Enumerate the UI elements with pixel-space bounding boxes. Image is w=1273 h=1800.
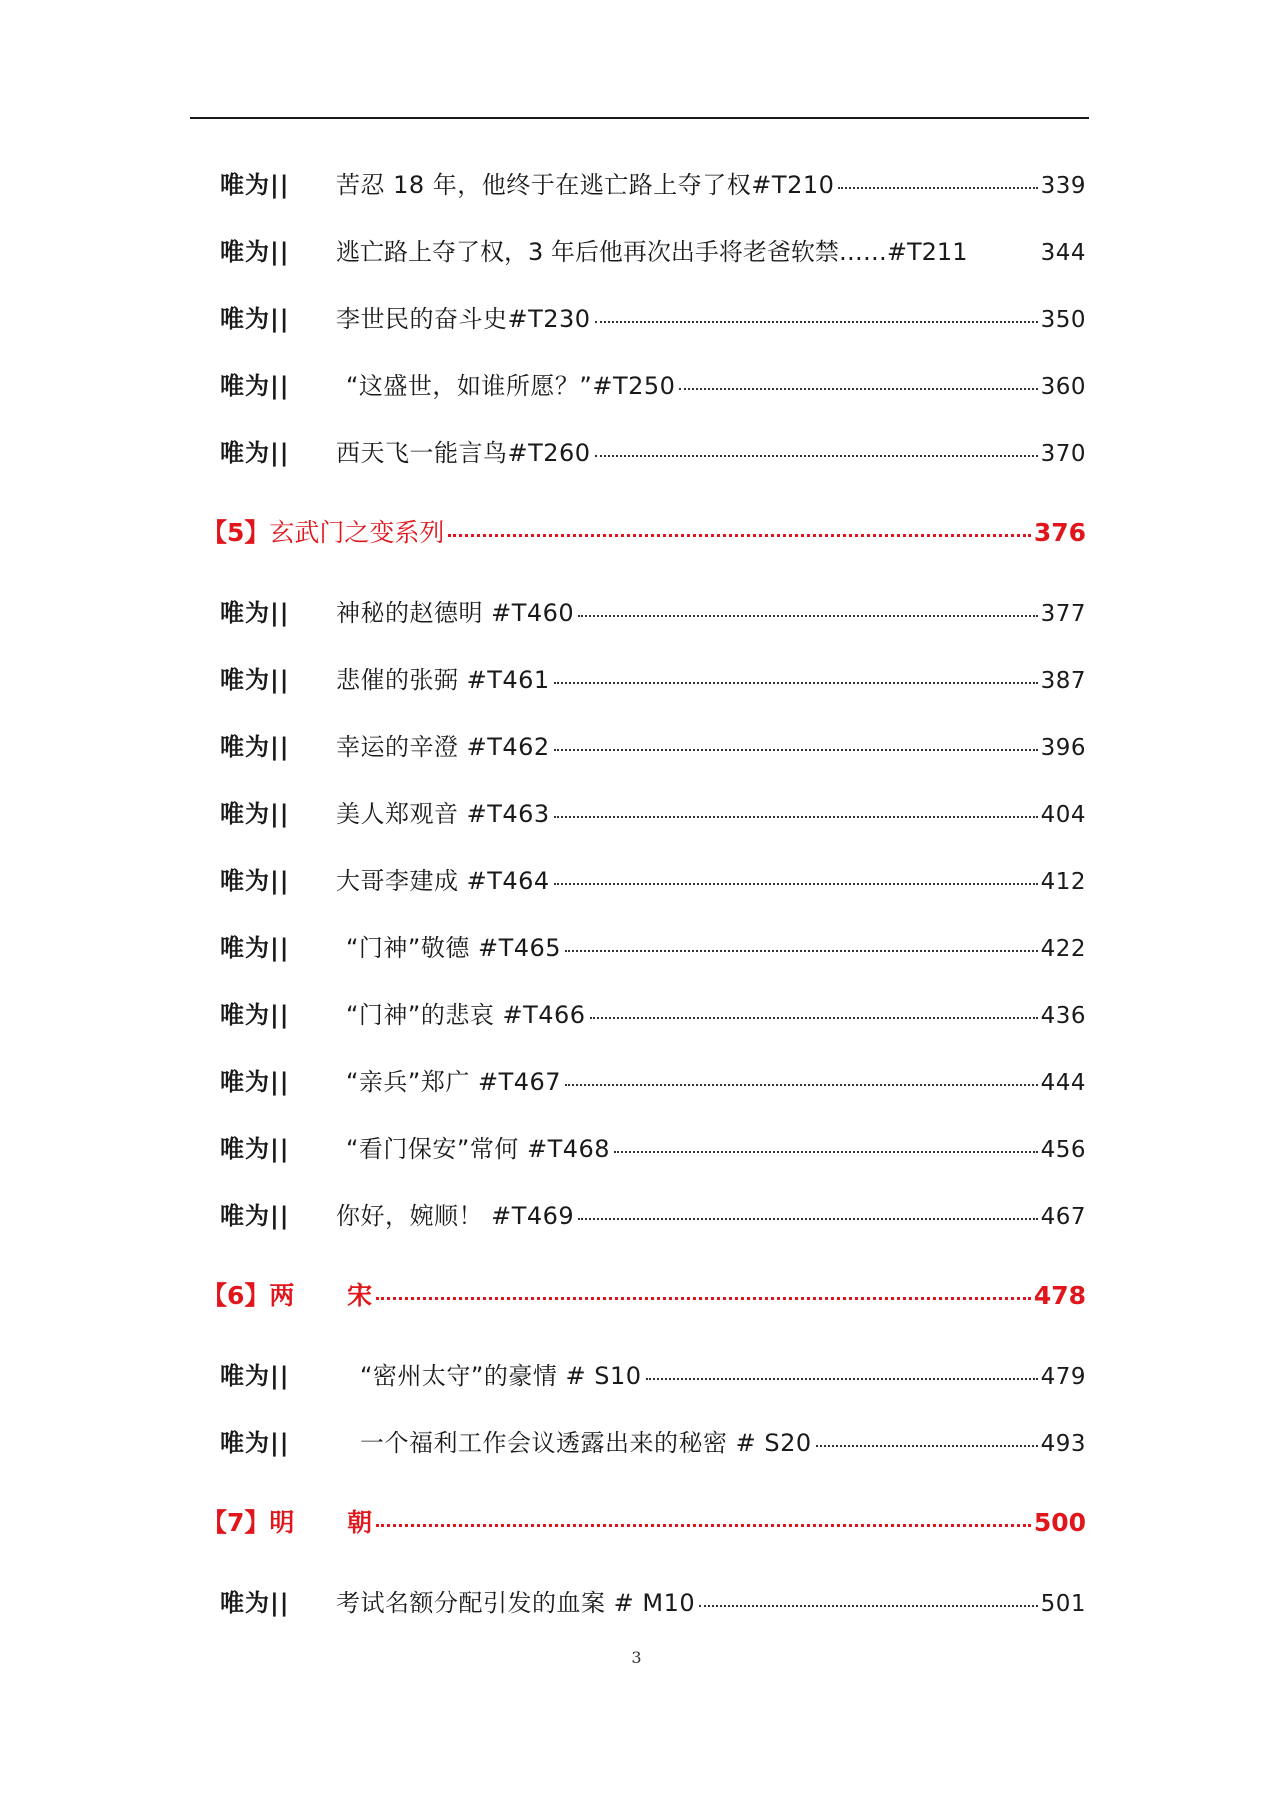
entry-prefix: 唯为|| — [220, 372, 290, 400]
entry-title: 幸运的辛澄 #T462 — [336, 733, 550, 761]
entry-page-number: 456 — [1040, 1137, 1086, 1163]
entry-prefix: 唯为|| — [220, 1135, 290, 1163]
section-page-number: 376 — [1033, 518, 1086, 547]
entry-prefix: 唯为|| — [220, 934, 290, 962]
toc-entry[interactable] — [220, 926, 1086, 970]
entry-title: 美人郑观音 #T463 — [336, 800, 550, 828]
dot-leader — [816, 1433, 1038, 1447]
toc-section-heading[interactable] — [202, 1501, 1086, 1545]
dot-leader — [699, 1593, 1037, 1607]
dot-leader — [595, 443, 1038, 457]
entry-page-number: 501 — [1040, 1591, 1086, 1617]
toc-entry[interactable] — [220, 163, 1086, 207]
entry-page-number: 404 — [1040, 802, 1086, 828]
entry-page-number: 467 — [1040, 1204, 1086, 1230]
entry-page-number: 412 — [1040, 869, 1086, 895]
entry-page-number: 444 — [1040, 1070, 1086, 1096]
toc-entry[interactable] — [220, 1581, 1086, 1625]
toc-entry[interactable] — [220, 364, 1086, 408]
dot-leader — [554, 804, 1038, 818]
dot-leader — [565, 1072, 1038, 1086]
entry-title: “密州太守”的豪情 # S10 — [360, 1362, 642, 1390]
entry-prefix: 唯为|| — [220, 171, 290, 199]
section-page-number: 478 — [1033, 1281, 1086, 1310]
toc-entry[interactable] — [220, 792, 1086, 836]
toc-section-heading[interactable] — [202, 511, 1086, 555]
toc-entry[interactable] — [220, 591, 1086, 635]
entry-page-number: 339 — [1040, 173, 1086, 199]
entry-prefix: 唯为|| — [220, 733, 290, 761]
dot-leader — [554, 737, 1038, 751]
entry-title: 一个福利工作会议透露出来的秘密 # S20 — [360, 1429, 812, 1457]
entry-page-number: 396 — [1040, 735, 1086, 761]
dot-leader — [679, 376, 1037, 390]
toc-entry[interactable] — [220, 297, 1086, 341]
toc-entry[interactable] — [220, 431, 1086, 475]
entry-prefix: 唯为|| — [220, 1202, 290, 1230]
toc-entry[interactable] — [220, 658, 1086, 702]
entry-title: 神秘的赵德明 #T460 — [336, 599, 575, 627]
toc-entry[interactable] — [220, 993, 1086, 1037]
entry-title: 西天飞一能言鸟#T260 — [336, 439, 591, 467]
dot-leader — [614, 1139, 1038, 1153]
dot-leader — [590, 1005, 1038, 1019]
entry-prefix: 唯为|| — [220, 800, 290, 828]
dot-leader — [578, 1206, 1037, 1220]
toc-entry[interactable] — [220, 230, 1086, 274]
dot-leader — [578, 603, 1037, 617]
entry-title: 大哥李建成 #T464 — [336, 867, 550, 895]
toc-entry[interactable] — [220, 1127, 1086, 1171]
section-number: 【6】 — [202, 1281, 270, 1310]
entry-prefix: 唯为|| — [220, 1068, 290, 1096]
section-title: 明 朝 — [269, 1508, 373, 1537]
entry-title: 逃亡路上夺了权，3 年后他再次出手将老爸软禁……#T211 — [336, 238, 968, 266]
entry-prefix: 唯为|| — [220, 1001, 290, 1029]
entry-title: 苦忍 18 年，他终于在逃亡路上夺了权#T210 — [336, 171, 835, 199]
dot-leader — [565, 938, 1038, 952]
dot-leader — [646, 1366, 1038, 1380]
entry-title: “看门保安”常何 #T468 — [346, 1135, 611, 1163]
toc-section-heading[interactable] — [202, 1274, 1086, 1318]
section-title: 两 宋 — [269, 1281, 373, 1310]
entry-title: “亲兵”郑广 #T467 — [346, 1068, 562, 1096]
section-page-number: 500 — [1033, 1508, 1086, 1537]
entry-title: 你好，婉顺！ #T469 — [336, 1202, 575, 1230]
entry-page-number: 422 — [1040, 936, 1086, 962]
entry-prefix: 唯为|| — [220, 305, 290, 333]
entry-title: 悲催的张弼 #T461 — [336, 666, 550, 694]
entry-prefix: 唯为|| — [220, 1589, 290, 1617]
dot-leader — [838, 175, 1037, 189]
entry-page-number: 360 — [1040, 374, 1086, 400]
toc-entry[interactable] — [220, 725, 1086, 769]
dot-leader — [448, 522, 1030, 537]
toc-entry[interactable] — [220, 1421, 1086, 1465]
entry-prefix: 唯为|| — [220, 238, 290, 266]
toc-entry[interactable] — [220, 859, 1086, 903]
dot-leader — [554, 871, 1038, 885]
entry-page-number: 344 — [1040, 240, 1086, 266]
page-number: 3 — [631, 1648, 642, 1667]
section-number: 【7】 — [202, 1508, 270, 1537]
section-title: 玄武门之变系列 — [269, 518, 445, 547]
entry-page-number: 479 — [1040, 1364, 1086, 1390]
entry-prefix: 唯为|| — [220, 666, 290, 694]
dot-leader — [376, 1285, 1031, 1300]
entry-prefix: 唯为|| — [220, 1362, 290, 1390]
entry-page-number: 350 — [1040, 307, 1086, 333]
entry-title: “门神”敬德 #T465 — [346, 934, 562, 962]
dot-leader — [376, 1512, 1031, 1527]
toc-entry[interactable] — [220, 1354, 1086, 1398]
entry-prefix: 唯为|| — [220, 867, 290, 895]
entry-title: 李世民的奋斗史#T230 — [336, 305, 591, 333]
entry-prefix: 唯为|| — [220, 439, 290, 467]
section-number: 【5】 — [202, 518, 270, 547]
entry-prefix: 唯为|| — [220, 599, 290, 627]
dot-leader — [554, 670, 1038, 684]
entry-page-number: 436 — [1040, 1003, 1086, 1029]
entry-page-number: 377 — [1040, 601, 1086, 627]
entry-page-number: 387 — [1040, 668, 1086, 694]
entry-title: “门神”的悲哀 #T466 — [346, 1001, 586, 1029]
entry-title: “这盛世，如谁所愿？”#T250 — [346, 372, 676, 400]
toc-entry[interactable] — [220, 1060, 1086, 1104]
dot-leader — [969, 242, 1038, 256]
entry-prefix: 唯为|| — [220, 1429, 290, 1457]
entry-title: 考试名额分配引发的血案 # M10 — [336, 1589, 696, 1617]
toc-entry[interactable] — [220, 1194, 1086, 1238]
dot-leader — [595, 309, 1038, 323]
entry-page-number: 370 — [1040, 441, 1086, 467]
entry-page-number: 493 — [1040, 1431, 1086, 1457]
